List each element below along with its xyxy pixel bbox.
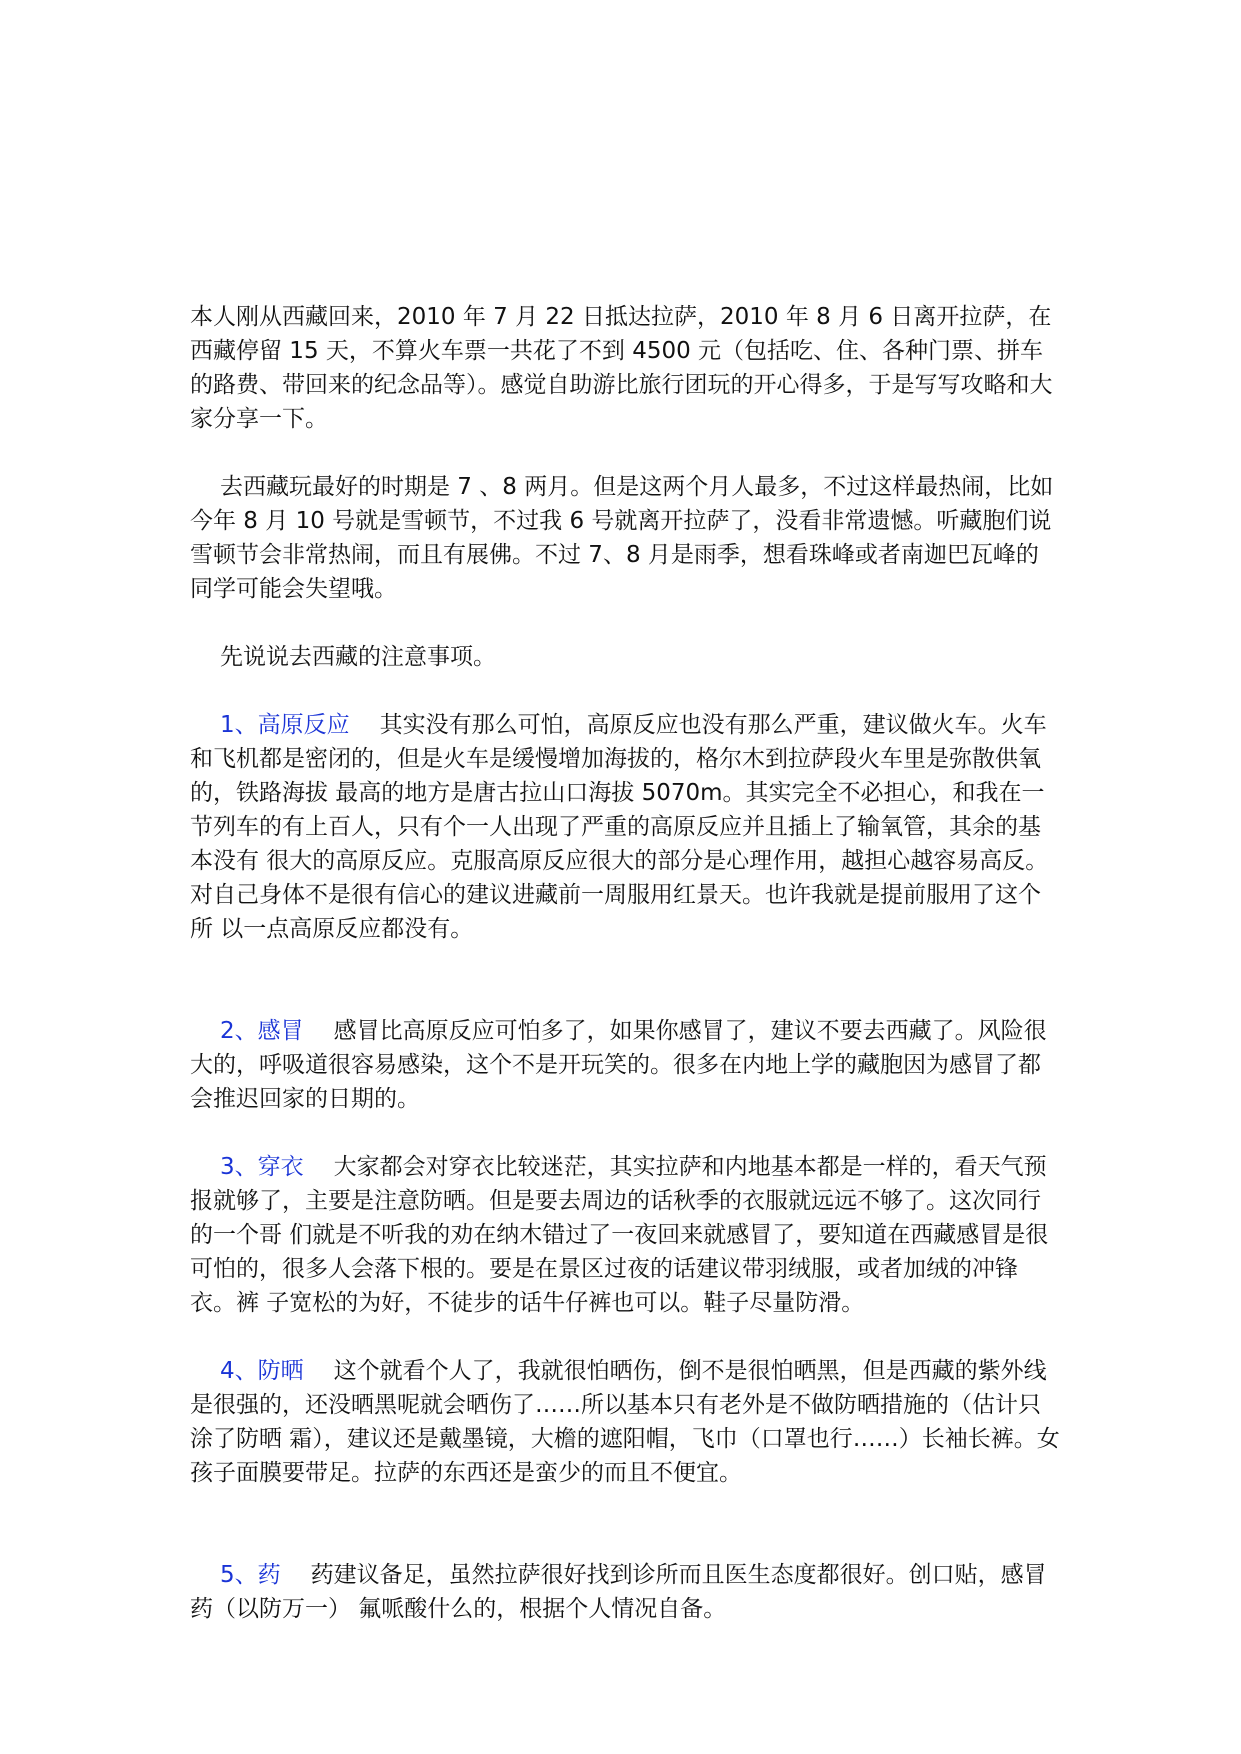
- item-body: 其实没有那么可怕，高原反应也没有那么严重，建议做火车。火车和飞机都是密闭的，但是火车是缓慢增加海拔的，格尔木到拉萨段火车里是弥散供氧的，铁路海拔 最高的地方是唐古拉山口海拔 5070m。其实完全不必担心，和我在一节列车的有上百人，只有个一人出现了严重的高原反应并且插上了输氧管，其余的基本没有 很大的高原反应。克服高原反应很大的部分是心理作用，越担心越容易高反。对自己身体不是很有信心的建议进藏前一周服用红景天。也许我就是提前服用了这个所 以一点高原反应都没有。: [190, 712, 1049, 942]
- item-medicine: [190, 1558, 1060, 1626]
- item-body: 这个就看个人了，我就很怕晒伤，倒不是很怕晒黑，但是西藏的紫外线是很强的，还没晒黑呢就会晒伤了……所以基本只有老外是不做防晒措施的（估计只涂了防晒 霜），建议还是戴墨镜，大檐的遮阳帽，飞巾（口罩也行……）长袖长裤。女孩子面膜要带足。拉萨的东西还是蛮少的而且不便宜。: [190, 1358, 1060, 1486]
- item-clothing: [190, 1150, 1060, 1320]
- item-heading: 5、药: [220, 1562, 281, 1588]
- item-altitude-sickness: [190, 708, 1060, 946]
- item-heading: 2、感冒: [220, 1018, 304, 1044]
- item-body: 药建议备足，虽然拉萨很好找到诊所而且医生态度都很好。创口贴，感冒药（以防万一） 氟哌酸什么的，根据个人情况自备。: [190, 1562, 1047, 1622]
- notes-intro-paragraph: 先说说去西藏的注意事项。: [220, 644, 496, 670]
- best-season-paragraph: 去西藏玩最好的时期是 7 、8 两月。但是这两个月人最多，不过这样最热闹，比如今年 8 月 10 号就是雪顿节，不过我 6 号就离开拉萨了，没看非常遗憾。听藏胞们说雪顿节会非常热闹，而且有展佛。不过 7、8 月是雨季，想看珠峰或者南迦巴瓦峰的同学可能会失望哦。: [190, 474, 1054, 602]
- intro-paragraph: 本人刚从西藏回来，2010 年 7 月 22 日抵达拉萨，2010 年 8 月 6 日离开拉萨，在西藏停留 15 天，不算火车票一共花了不到 4500 元（包括吃、住、各种门票、拼车的路费、带回来的纪念品等）。感觉自助游比旅行团玩的开心得多，于是写写攻略和大家分享一下。: [190, 304, 1053, 432]
- document-page: [190, 300, 1060, 1660]
- item-cold: [190, 1014, 1060, 1116]
- item-heading: 1、高原反应: [220, 712, 350, 738]
- item-body: 感冒比高原反应可怕多了，如果你感冒了，建议不要去西藏了。风险很大的，呼吸道很容易感染，这个不是开玩笑的。很多在内地上学的藏胞因为感冒了都会推迟回家的日期的。: [190, 1018, 1047, 1112]
- item-heading: 4、防晒: [220, 1358, 304, 1384]
- item-heading: 3、穿衣: [220, 1154, 304, 1180]
- item-body: 大家都会对穿衣比较迷茫，其实拉萨和内地基本都是一样的，看天气预报就够了，主要是注意防晒。但是要去周边的话秋季的衣服就远远不够了。这次同行的一个哥 们就是不听我的劝在纳木错过了一夜回来就感冒了，要知道在西藏感冒是很可怕的，很多人会落下根的。要是在景区过夜的话建议带羽绒服，或者加绒的冲锋衣。裤 子宽松的为好，不徒步的话牛仔裤也可以。鞋子尽量防滑。: [190, 1154, 1049, 1316]
- item-sun-protection: [190, 1354, 1060, 1490]
